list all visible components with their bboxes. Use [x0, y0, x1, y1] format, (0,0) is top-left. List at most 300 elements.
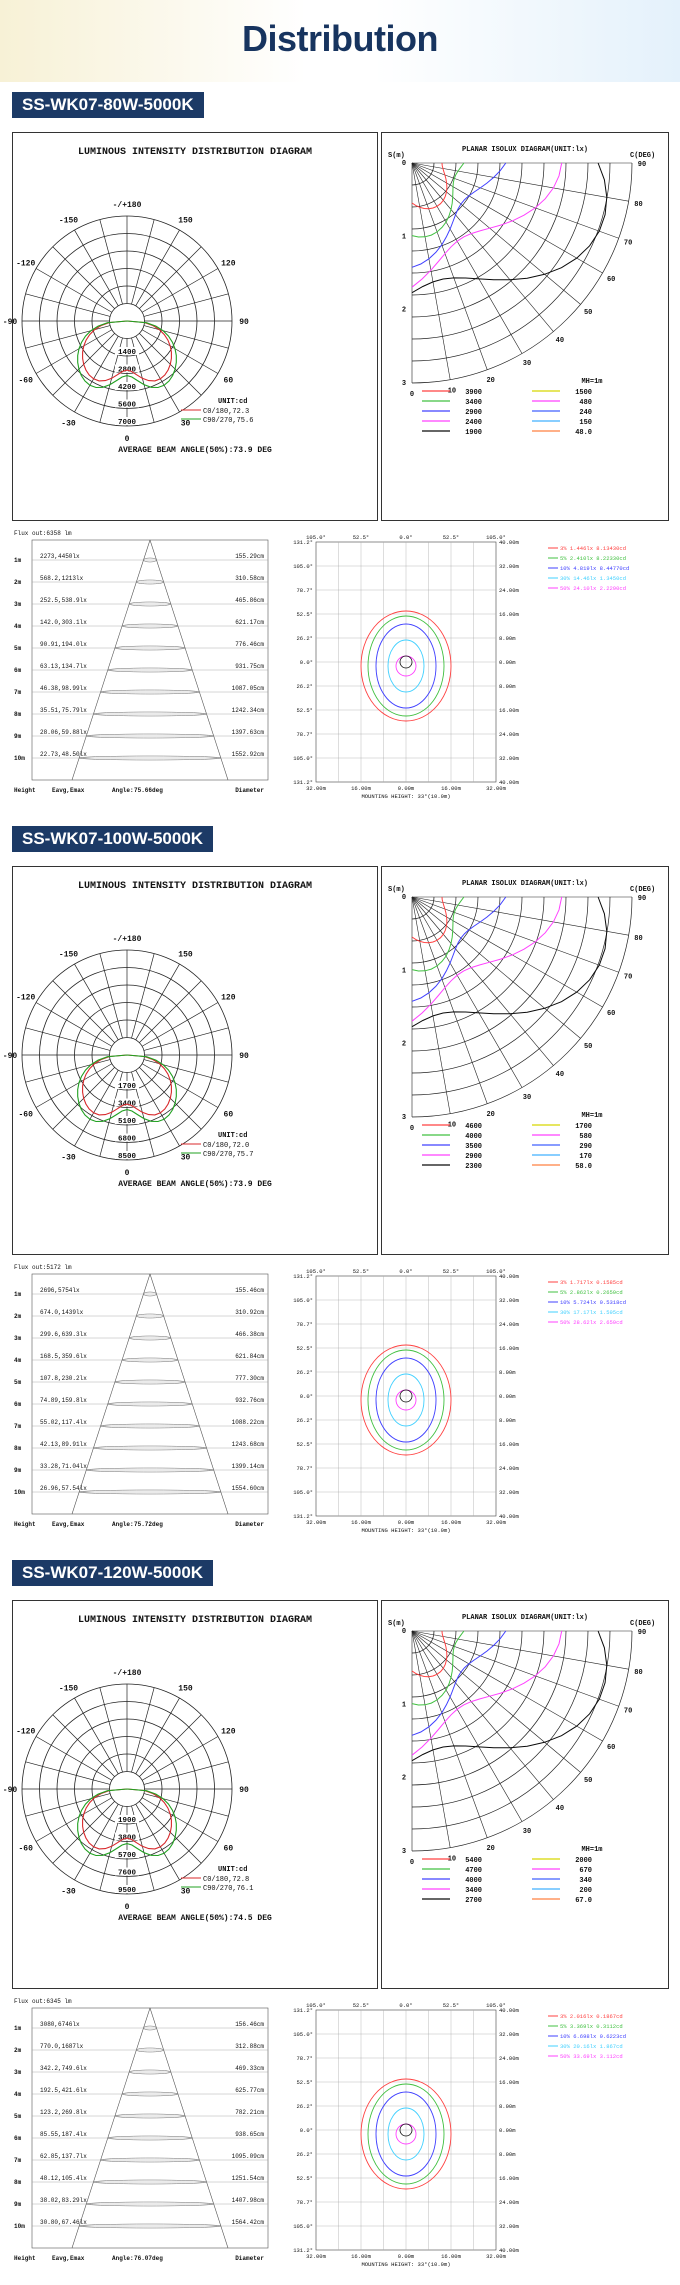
- isolux-panel: [381, 1600, 669, 1989]
- cone-diameter: 1242.34cm: [231, 707, 264, 714]
- cone-footer-diameter: Diameter: [235, 1521, 264, 1528]
- polar-angle-label: -120: [16, 259, 36, 269]
- cone-illuminance: 28.06,59.88lx: [40, 729, 87, 736]
- polar-value-label: 5600: [117, 401, 137, 410]
- polar-panel: [2, 866, 378, 1255]
- spot-bottom-tick: 0.00m: [397, 2253, 415, 2260]
- spot-legend-item: 3% 2.016lx 0.1867cd: [560, 2013, 623, 2020]
- spot-right-tick: 40.00m: [499, 539, 519, 546]
- cone-edge: [150, 2008, 228, 2248]
- cone-diagram: [12, 1998, 270, 2268]
- isolux-curve: [412, 897, 447, 943]
- cone-height: 5m: [14, 645, 22, 652]
- polar-angle-label: 30: [180, 1887, 191, 1897]
- polar-spoke: [144, 1762, 229, 1785]
- cone-footer-height: Height: [14, 787, 36, 794]
- spot-right-tick: 16.00m: [499, 2079, 519, 2086]
- polar-angle-label: 0: [124, 1169, 130, 1178]
- spot-right-tick: 32.00m: [499, 2031, 519, 2038]
- cone-illuminance: 26.96,57.54lx: [40, 1485, 87, 1492]
- legend-c90: C90/270,76.1: [203, 1885, 254, 1893]
- cone-footer-eavg: Eavg,Emax: [52, 1521, 85, 1528]
- legend-c90: C90/270,75.6: [203, 417, 254, 425]
- legend-c0: C0/180,72.0: [203, 1142, 250, 1150]
- spot-right-tick: 16.00m: [499, 611, 519, 618]
- cone-angle: 76.07deg: [134, 2255, 163, 2262]
- spot-legend-item: 50% 33.69lx 3.112cd: [560, 2053, 623, 2060]
- isolux-y-tick: 2: [401, 1774, 407, 1783]
- spot-left-tick: 52.5°: [296, 1345, 313, 1352]
- polar-angle-label: 0: [124, 1903, 130, 1912]
- isolux-angle-tick: 10: [447, 1121, 457, 1130]
- spot-bottom-tick: 16.00m: [441, 2253, 461, 2260]
- cone-illuminance: 46.38,98.99lx: [40, 685, 87, 692]
- spot-bottom-tick: 16.00m: [351, 785, 371, 792]
- cone-diameter: 465.86cm: [235, 597, 264, 604]
- polar-value-label: 8500: [117, 1153, 137, 1161]
- spot-legend-item: 30% 20.16lx 1.867cd: [560, 2043, 623, 2050]
- polar-value-label: 3400: [117, 1100, 137, 1109]
- polar-angle-label: -90: [2, 1052, 18, 1061]
- cone-illuminance: 38.02,83.29lx: [40, 2197, 87, 2204]
- isolux-legend-value: 1500: [575, 389, 592, 397]
- cone-illuminance: 123.2,269.8lx: [40, 2109, 87, 2116]
- cone-illuminance: 90.91,194.0lx: [40, 641, 87, 648]
- cone-height: 8m: [14, 1445, 22, 1452]
- cone-illuminance: 168.5,359.6lx: [40, 1353, 87, 1360]
- spot-legend-item: 3% 1.717lx 0.1585cd: [560, 1279, 623, 1286]
- unit-label: UNIT:cd: [218, 1866, 248, 1874]
- polar-title: LUMINOUS INTENSITY DISTRIBUTION DIAGRAM: [77, 1615, 313, 1626]
- cone-illuminance: 85.55,187.4lx: [40, 2131, 87, 2138]
- isolux-legend-value: 4000: [465, 1133, 482, 1141]
- spot-left-tick: 26.2°: [296, 1417, 313, 1424]
- isolux-legend-value: 2000: [575, 1857, 592, 1865]
- c-label: C(DEG): [630, 886, 656, 894]
- cone-diameter: 776.46cm: [235, 641, 264, 648]
- cone-angle-prefix: Angle:: [112, 1521, 134, 1528]
- polar-value-label: 1400: [117, 349, 137, 357]
- cone-diameter: 1095.09cm: [231, 2153, 264, 2160]
- cone-diameter: 782.21cm: [235, 2109, 264, 2116]
- cone-illuminance: 142.0,303.1lx: [40, 619, 87, 626]
- cone-diameter: 1087.05cm: [231, 685, 264, 692]
- cone-diameter: 156.46cm: [235, 2021, 264, 2028]
- isolux-legend-value: 670: [579, 1867, 592, 1875]
- polar-spoke: [26, 1762, 111, 1785]
- isolux-legend-value: 240: [579, 409, 592, 417]
- isolux-legend-value: 4600: [465, 1123, 482, 1131]
- polar-angle-label: -/+180: [112, 201, 142, 210]
- cone-illuminance: 2696,5754lx: [40, 1287, 80, 1294]
- cone-footer-diameter: Diameter: [235, 2255, 264, 2262]
- cone-diameter: 932.76cm: [235, 1397, 264, 1404]
- cone-height: 6m: [14, 667, 22, 674]
- polar-panel: [2, 132, 378, 521]
- isolux-angle-tick: 30: [522, 360, 532, 369]
- isolux-panel: [381, 132, 669, 521]
- cone-diameter: 1554.60cm: [231, 1485, 264, 1492]
- spot-bottom-tick: 16.00m: [441, 1519, 461, 1526]
- isolux-angle-tick: 80: [634, 200, 643, 209]
- isolux-title: PLANAR ISOLUX DIAGRAM(UNIT:lx): [461, 1614, 589, 1622]
- cone-height: 9m: [14, 1467, 22, 1474]
- spot-bottom-tick: 16.00m: [351, 2253, 371, 2260]
- spot-legend-item: 50% 28.62lx 2.659cd: [560, 1319, 623, 1326]
- polar-value-label: 7000: [117, 419, 137, 427]
- cone-diameter: 625.77cm: [235, 2087, 264, 2094]
- spot-left-tick: 78.7°: [296, 2199, 313, 2206]
- cone-diagram: [12, 1264, 270, 1534]
- polar-value-label: 1900: [117, 1817, 137, 1825]
- c-label: C(DEG): [630, 1620, 656, 1628]
- cone-diameter: 1397.63cm: [231, 729, 264, 736]
- model-tag: SS-WK07-120W-5000K: [12, 1560, 213, 1586]
- polar-spoke: [26, 294, 111, 317]
- page-title: Distribution: [242, 18, 438, 59]
- isolux-angle-tick: 0: [409, 391, 415, 399]
- spot-right-tick: 24.00m: [499, 1321, 519, 1328]
- spot-left-tick: 52.5°: [296, 1441, 313, 1448]
- isolux-angle-tick: 50: [583, 308, 593, 317]
- isolux-y-tick: 0: [401, 160, 407, 168]
- spot-bottom-tick: 32.00m: [306, 785, 326, 792]
- polar-diagram: [2, 133, 377, 520]
- flux-out: Flux out:5172 lm: [14, 1264, 72, 1271]
- polar-value-label: 4200: [117, 384, 137, 392]
- isolux-angle-tick: 90: [637, 895, 647, 903]
- polar-angle-label: 30: [180, 419, 191, 429]
- cone-illuminance: 48.12,105.4lx: [40, 2175, 87, 2182]
- beam-angle: AVERAGE BEAM ANGLE(50%):73.9 DEG: [118, 1180, 272, 1189]
- polar-value-label: 2800: [117, 366, 137, 375]
- polar-angle-label: 90: [239, 1052, 249, 1061]
- cone-height: 9m: [14, 733, 22, 740]
- cone-edge: [72, 540, 150, 780]
- spot-left-tick: 52.5°: [296, 707, 313, 714]
- spot-right-tick: 32.00m: [499, 2223, 519, 2230]
- cone-height: 4m: [14, 623, 22, 630]
- polar-spoke: [132, 220, 155, 305]
- isolux-angle-tick: 0: [409, 1859, 415, 1867]
- polar-spoke: [26, 1060, 111, 1083]
- spot-top-tick: 52.5°: [442, 1268, 460, 1275]
- polar-diagram: [2, 867, 377, 1254]
- spot-left-tick: 78.7°: [296, 731, 313, 738]
- cone-angle-prefix: Angle:: [112, 2255, 134, 2262]
- polar-spoke: [100, 954, 123, 1039]
- isolux-angle-tick: 90: [637, 1629, 647, 1637]
- isolux-y-tick: 3: [401, 380, 407, 388]
- cone-diameter: 466.38cm: [235, 1331, 264, 1338]
- isolux-curve: [412, 1631, 447, 1677]
- cone-illuminance: 342.2,749.6lx: [40, 2065, 87, 2072]
- spot-right-tick: 0.00m: [499, 2127, 516, 2134]
- cone-edge: [150, 1274, 228, 1514]
- cone-edge: [72, 2008, 150, 2248]
- isolux-angle-tick: 80: [634, 1668, 643, 1677]
- spot-bottom-tick: 16.00m: [441, 785, 461, 792]
- mh-label: MH=1m: [581, 1112, 603, 1120]
- spot-panel: [276, 1998, 674, 2278]
- cone-diameter: 931.75cm: [235, 663, 264, 670]
- spot-left-tick: 52.5°: [296, 2079, 313, 2086]
- spot-top-tick: 0.0°: [399, 1268, 413, 1275]
- isolux-angle-tick: 20: [486, 1845, 495, 1854]
- spot-right-tick: 40.00m: [499, 2247, 519, 2254]
- isolux-legend-value: 580: [579, 1133, 592, 1141]
- spot-legend-item: 10% 6.698lx 0.6223cd: [560, 2033, 627, 2040]
- polar-angle-label: -120: [16, 993, 36, 1003]
- isolux-legend-value: 3400: [465, 399, 482, 407]
- spot-right-tick: 8.00m: [499, 2103, 516, 2110]
- isolux-angle-tick: 50: [583, 1042, 593, 1051]
- isolux-legend-value: 1900: [465, 429, 482, 437]
- isolux-legend-value: 1700: [575, 1123, 592, 1131]
- cone-footer-eavg: Eavg,Emax: [52, 2255, 85, 2262]
- isolux-angle-tick: 50: [583, 1776, 593, 1785]
- cone-diameter: 1088.22cm: [231, 1419, 264, 1426]
- polar-angle-label: -30: [61, 1153, 76, 1163]
- spot-legend-item: 10% 4.819lx 8.44770cd: [560, 565, 630, 572]
- cone-angle-prefix: Angle:: [112, 787, 134, 794]
- polar-spoke: [144, 326, 229, 349]
- polar-value-label: 6800: [117, 1135, 137, 1144]
- spot-top-tick: 52.5°: [352, 1268, 370, 1275]
- spot-right-tick: 24.00m: [499, 731, 519, 738]
- polar-spoke: [100, 220, 123, 305]
- isolux-legend-value: 58.0: [575, 1163, 592, 1171]
- polar-spoke: [132, 1688, 155, 1773]
- spot-bottom-tick: 32.00m: [486, 1519, 506, 1526]
- cone-diameter: 621.84cm: [235, 1353, 264, 1360]
- spot-right-tick: 8.00m: [499, 2151, 516, 2158]
- polar-spoke: [139, 981, 201, 1043]
- isolux-legend-value: 2900: [465, 1153, 482, 1161]
- polar-angle-label: 30: [180, 1153, 191, 1163]
- isolux-angle-tick: 30: [522, 1828, 532, 1837]
- polar-angle-label: 60: [223, 1110, 234, 1120]
- cone-height: 3m: [14, 601, 22, 608]
- isolux-diagram: [382, 133, 668, 520]
- spot-left-tick: 26.2°: [296, 2103, 313, 2110]
- spot-top-tick: 52.5°: [442, 2002, 460, 2009]
- polar-angle-label: -60: [18, 1110, 33, 1120]
- cone-footer-diameter: Diameter: [235, 787, 264, 794]
- isolux-legend-value: 4000: [465, 1877, 482, 1885]
- isolux-legend-value: 2700: [465, 1897, 482, 1905]
- cone-angle: 75.66deg: [134, 787, 163, 794]
- unit-label: UNIT:cd: [218, 1132, 248, 1140]
- polar-spoke: [53, 247, 115, 309]
- spot-right-tick: 32.00m: [499, 1489, 519, 1496]
- polar-value-label: 9500: [117, 1887, 137, 1895]
- isolux-angle-tick: 0: [409, 1125, 415, 1133]
- cone-height: 5m: [14, 2113, 22, 2120]
- spot-right-tick: 16.00m: [499, 707, 519, 714]
- spot-right-tick: 32.00m: [499, 755, 519, 762]
- s-label: S(m): [388, 1620, 405, 1628]
- spot-legend-item: 5% 3.369lx 0.3112cd: [560, 2023, 623, 2030]
- isolux-angle-tick: 10: [447, 1855, 457, 1864]
- isolux-legend-value: 67.0: [575, 1897, 592, 1905]
- cone-illuminance: 252.5,538.9lx: [40, 597, 87, 604]
- isolux-y-tick: 3: [401, 1848, 407, 1856]
- polar-angle-label: -150: [58, 216, 79, 226]
- polar-spoke: [26, 1794, 111, 1817]
- isolux-angle-tick: 80: [634, 934, 643, 943]
- c-label: C(DEG): [630, 152, 656, 160]
- isolux-y-tick: 1: [401, 233, 407, 242]
- mounting-height: MOUNTING HEIGHT: 33°(10.0m): [361, 793, 451, 800]
- cone-diameter: 1251.54cm: [231, 2175, 264, 2182]
- polar-spoke: [53, 981, 115, 1043]
- spot-top-tick: 105.0°: [486, 534, 506, 541]
- polar-angle-label: 90: [239, 1786, 249, 1795]
- polar-angle-label: 150: [178, 216, 193, 226]
- spot-legend-item: 10% 5.724lx 0.5318cd: [560, 1299, 627, 1306]
- spot-panel: [276, 1264, 674, 1544]
- isolux-angle-tick: 60: [606, 1010, 616, 1018]
- spot-legend-item: 30% 14.46lx 1.3450cd: [560, 575, 627, 582]
- polar-spoke: [144, 1060, 229, 1083]
- cone-edge: [150, 540, 228, 780]
- cone-illuminance: 42.13,89.91lx: [40, 1441, 87, 1448]
- beam-angle: AVERAGE BEAM ANGLE(50%):74.5 DEG: [118, 1914, 272, 1923]
- isolux-y-tick: 1: [401, 1701, 407, 1710]
- isolux-angle-tick: 40: [555, 1805, 565, 1814]
- spot-bottom-tick: 16.00m: [351, 1519, 371, 1526]
- cone-height: 10m: [14, 2223, 25, 2230]
- cone-height: 1m: [14, 1291, 22, 1298]
- spot-top-tick: 0.0°: [399, 534, 413, 541]
- spot-left-tick: 26.2°: [296, 683, 313, 690]
- spot-left-tick: 0.0°: [299, 2127, 313, 2134]
- spot-top-tick: 105.0°: [486, 2002, 506, 2009]
- polar-angle-label: -150: [58, 950, 79, 960]
- spot-left-tick: 0.0°: [299, 659, 313, 666]
- isolux-y-tick: 0: [401, 894, 407, 902]
- model-section: [0, 826, 680, 1551]
- cone-diameter: 1243.68cm: [231, 1441, 264, 1448]
- spot-bottom-tick: 0.00m: [397, 1519, 415, 1526]
- spot-left-tick: 78.7°: [296, 2055, 313, 2062]
- cone-height: 8m: [14, 711, 22, 718]
- legend-c0: C0/180,72.8: [203, 1876, 250, 1884]
- isolux-y-tick: 3: [401, 1114, 407, 1122]
- cone-height: 9m: [14, 2201, 22, 2208]
- spot-panel: [276, 530, 674, 810]
- spot-left-tick: 78.7°: [296, 1321, 313, 1328]
- isolux-legend-value: 150: [579, 419, 592, 427]
- polar-spoke: [26, 326, 111, 349]
- spot-chart: [276, 530, 674, 810]
- spot-legend-item: 30% 17.17lx 1.595cd: [560, 1309, 623, 1316]
- spot-top-tick: 0.0°: [399, 2002, 413, 2009]
- isolux-y-tick: 2: [401, 306, 407, 315]
- spot-left-tick: 131.2°: [293, 2247, 313, 2254]
- legend-c90: C90/270,75.7: [203, 1151, 254, 1159]
- polar-value-label: 1700: [117, 1083, 137, 1091]
- spot-right-tick: 8.00m: [499, 1417, 516, 1424]
- spot-right-tick: 16.00m: [499, 1441, 519, 1448]
- isolux-angle-tick: 60: [606, 1744, 616, 1752]
- polar-angle-label: 120: [221, 259, 236, 269]
- isolux-title: PLANAR ISOLUX DIAGRAM(UNIT:lx): [461, 146, 589, 154]
- isolux-panel: [381, 866, 669, 1255]
- isolux-curve: [412, 897, 506, 1001]
- isolux-diagram: [382, 867, 668, 1254]
- cone-illuminance: 35.51,75.79lx: [40, 707, 87, 714]
- isolux-angle-tick: 10: [447, 387, 457, 396]
- spot-left-tick: 78.7°: [296, 587, 313, 594]
- isolux-legend-value: 2900: [465, 409, 482, 417]
- isolux-legend-value: 3400: [465, 1887, 482, 1895]
- isolux-legend-value: 5400: [465, 1857, 482, 1865]
- isolux-legend-value: 2400: [465, 419, 482, 427]
- cone-footer-height: Height: [14, 1521, 36, 1528]
- isolux-title: PLANAR ISOLUX DIAGRAM(UNIT:lx): [461, 880, 589, 888]
- polar-angle-label: -/+180: [112, 935, 142, 944]
- polar-angle-label: 90: [239, 318, 249, 327]
- cone-illuminance: 770.0,1687lx: [40, 2043, 84, 2050]
- isolux-angle-tick: 30: [522, 1094, 532, 1103]
- cone-illuminance: 568.2,1213lx: [40, 575, 84, 582]
- polar-angle-label: 0: [124, 435, 130, 444]
- spot-chart: [276, 1264, 674, 1544]
- polar-value-label: 3800: [117, 1834, 137, 1843]
- spot-right-tick: 16.00m: [499, 1345, 519, 1352]
- cone-illuminance: 674.0,1439lx: [40, 1309, 84, 1316]
- isolux-legend-value: 48.0: [575, 429, 592, 437]
- spot-left-tick: 105.0°: [293, 755, 313, 762]
- beam-angle: AVERAGE BEAM ANGLE(50%):73.9 DEG: [118, 446, 272, 455]
- isolux-legend-value: 3900: [465, 389, 482, 397]
- cone-diameter: 1564.42cm: [231, 2219, 264, 2226]
- isolux-legend-value: 480: [579, 399, 592, 407]
- cone-illuminance: 30.80,67.46lx: [40, 2219, 87, 2226]
- isolux-legend-value: 2300: [465, 1163, 482, 1171]
- polar-angle-label: -90: [2, 318, 18, 327]
- model-tag: SS-WK07-80W-5000K: [12, 92, 204, 118]
- cone-illuminance: 33.28,71.04lx: [40, 1463, 87, 1470]
- polar-value-label: 5700: [117, 1852, 137, 1860]
- spot-right-tick: 32.00m: [499, 563, 519, 570]
- mounting-height: MOUNTING HEIGHT: 33°(10.0m): [361, 1527, 451, 1534]
- cone-illuminance: 3080,6746lx: [40, 2021, 80, 2028]
- polar-angle-label: 150: [178, 950, 193, 960]
- cone-illuminance: 299.6,639.3lx: [40, 1331, 87, 1338]
- polar-angle-label: 60: [223, 376, 234, 386]
- isolux-angle-tick: 40: [555, 337, 565, 346]
- polar-angle-label: 60: [223, 1844, 234, 1854]
- cone-illuminance: 55.02,117.4lx: [40, 1419, 87, 1426]
- spot-top-tick: 105.0°: [486, 1268, 506, 1275]
- spot-bottom-tick: 0.00m: [397, 785, 415, 792]
- cone-height: 6m: [14, 2135, 22, 2142]
- spot-top-tick: 52.5°: [442, 534, 460, 541]
- cone-height: 8m: [14, 2179, 22, 2186]
- polar-angle-label: -60: [18, 376, 33, 386]
- spot-left-tick: 78.7°: [296, 1465, 313, 1472]
- polar-angle-label: -/+180: [112, 1669, 142, 1678]
- isolux-legend-value: 340: [579, 1877, 592, 1885]
- spot-right-tick: 24.00m: [499, 2199, 519, 2206]
- mounting-height: MOUNTING HEIGHT: 33°(10.0m): [361, 2261, 451, 2268]
- cone-height: 3m: [14, 1335, 22, 1342]
- spot-right-tick: 24.00m: [499, 587, 519, 594]
- spot-right-tick: 16.00m: [499, 2175, 519, 2182]
